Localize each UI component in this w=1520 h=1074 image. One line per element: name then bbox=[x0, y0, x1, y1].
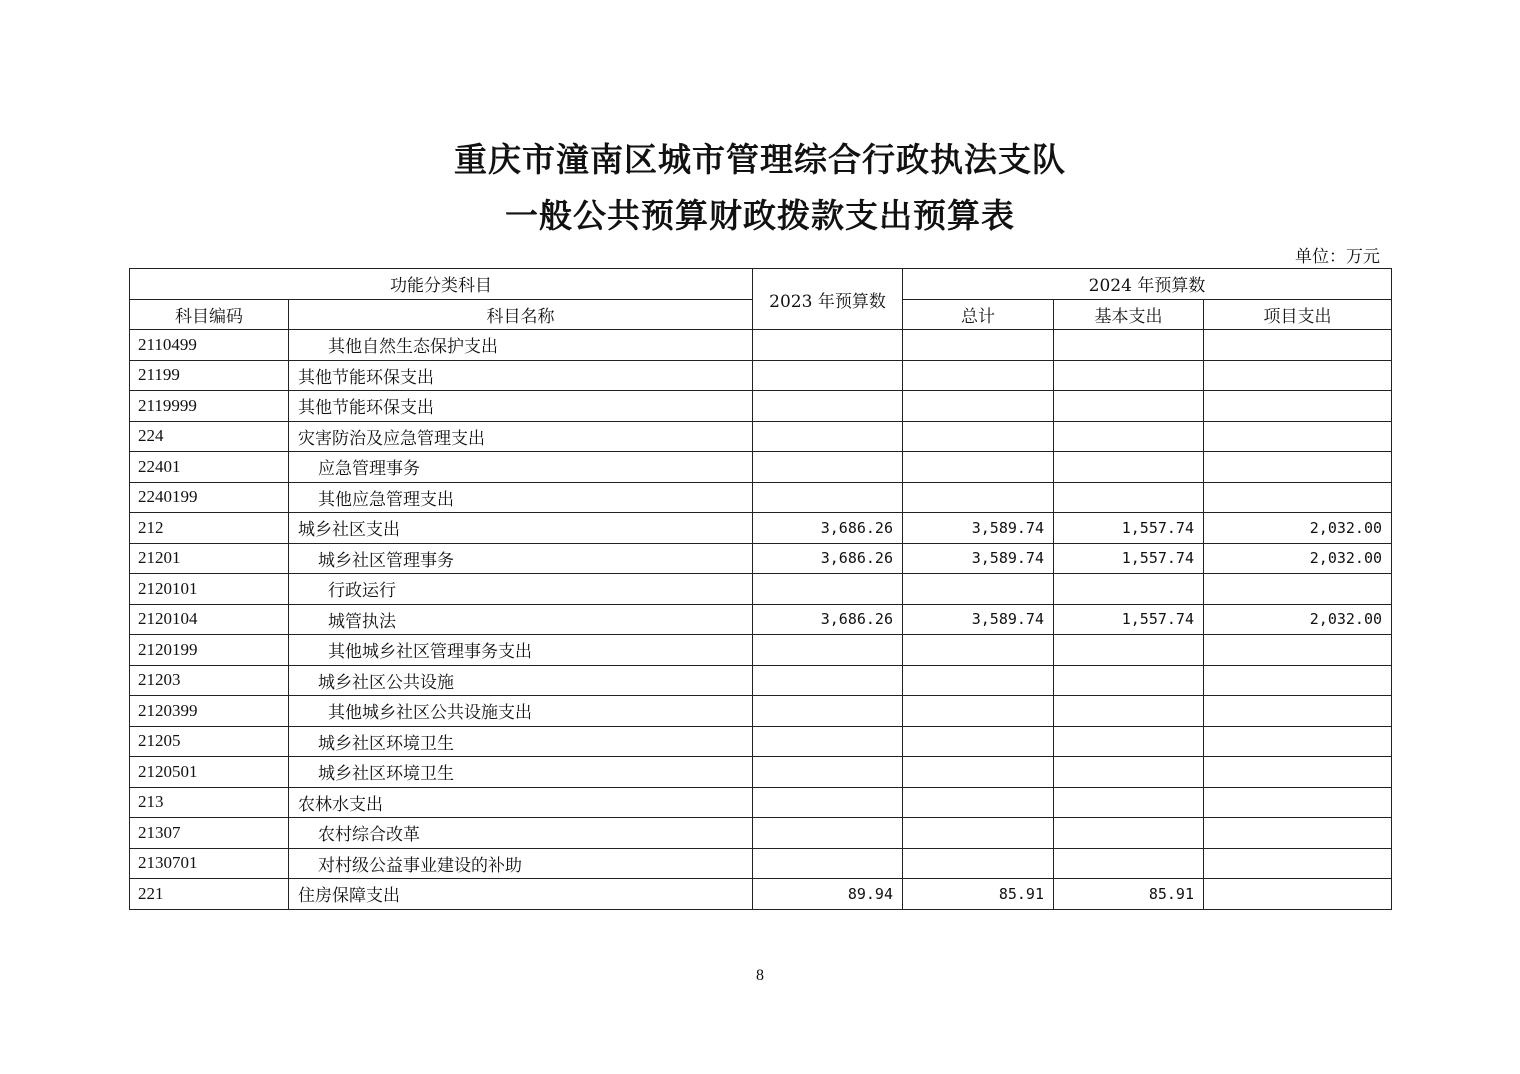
budget-2023-cell bbox=[753, 848, 903, 879]
basic-cell bbox=[1054, 452, 1204, 483]
total-cell bbox=[903, 818, 1054, 849]
code-cell: 213 bbox=[130, 787, 289, 818]
project-cell bbox=[1204, 879, 1392, 910]
code-cell: 22401 bbox=[130, 452, 289, 483]
basic-cell bbox=[1054, 391, 1204, 422]
name-cell: 农林水支出 bbox=[289, 787, 753, 818]
project-cell bbox=[1204, 391, 1392, 422]
budget-2023-cell bbox=[753, 482, 903, 513]
project-cell bbox=[1204, 421, 1392, 452]
table-row bbox=[130, 635, 1392, 666]
table-row bbox=[130, 421, 1392, 452]
project-cell bbox=[1204, 574, 1392, 605]
name-cell: 城乡社区环境卫生 bbox=[289, 726, 753, 757]
page-title-line2: 一般公共预算财政拨款支出预算表 bbox=[505, 196, 1015, 235]
name-cell: 应急管理事务 bbox=[289, 452, 753, 483]
table-row bbox=[130, 848, 1392, 879]
code-cell: 21307 bbox=[130, 818, 289, 849]
unit-label: 单位：万元 bbox=[1295, 247, 1380, 267]
basic-cell: 1,557.74 bbox=[1054, 604, 1204, 635]
table-body bbox=[130, 330, 1392, 910]
budget-table bbox=[129, 268, 1392, 910]
total-cell bbox=[903, 787, 1054, 818]
project-cell bbox=[1204, 696, 1392, 727]
project-cell bbox=[1204, 818, 1392, 849]
name-cell: 其他城乡社区公共设施支出 bbox=[289, 696, 753, 727]
basic-cell bbox=[1054, 757, 1204, 788]
budget-2023-cell bbox=[753, 330, 903, 361]
budget-2023-cell bbox=[753, 726, 903, 757]
name-cell: 城乡社区管理事务 bbox=[289, 543, 753, 574]
total-cell bbox=[903, 726, 1054, 757]
code-cell: 2240199 bbox=[130, 482, 289, 513]
project-cell bbox=[1204, 757, 1392, 788]
table-row bbox=[130, 726, 1392, 757]
table-row bbox=[130, 452, 1392, 483]
page-number: 8 bbox=[756, 967, 764, 984]
total-cell bbox=[903, 452, 1054, 483]
table-row bbox=[130, 543, 1392, 574]
budget-2023-cell: 3,686.26 bbox=[753, 604, 903, 635]
total-cell bbox=[903, 482, 1054, 513]
budget-2023-cell bbox=[753, 635, 903, 666]
code-cell: 21201 bbox=[130, 543, 289, 574]
basic-cell bbox=[1054, 330, 1204, 361]
table-row bbox=[130, 757, 1392, 788]
total-cell bbox=[903, 757, 1054, 788]
code-cell: 2120101 bbox=[130, 574, 289, 605]
basic-cell bbox=[1054, 726, 1204, 757]
code-cell: 21205 bbox=[130, 726, 289, 757]
header-row-1 bbox=[130, 269, 1392, 300]
project-cell bbox=[1204, 787, 1392, 818]
budget-2023-cell: 3,686.26 bbox=[753, 513, 903, 544]
basic-cell: 1,557.74 bbox=[1054, 543, 1204, 574]
project-header: 项目支出 bbox=[1204, 299, 1392, 330]
basic-cell bbox=[1054, 696, 1204, 727]
name-cell: 其他节能环保支出 bbox=[289, 391, 753, 422]
name-cell: 农村综合改革 bbox=[289, 818, 753, 849]
budget-2023-cell bbox=[753, 818, 903, 849]
basic-cell bbox=[1054, 421, 1204, 452]
total-header: 总计 bbox=[903, 299, 1054, 330]
table-row bbox=[130, 330, 1392, 361]
project-cell bbox=[1204, 726, 1392, 757]
project-cell: 2,032.00 bbox=[1204, 604, 1392, 635]
project-cell bbox=[1204, 665, 1392, 696]
code-cell: 2120104 bbox=[130, 604, 289, 635]
total-cell: 3,589.74 bbox=[903, 543, 1054, 574]
total-cell bbox=[903, 665, 1054, 696]
budget-2023-cell bbox=[753, 360, 903, 391]
table-row bbox=[130, 696, 1392, 727]
basic-cell bbox=[1054, 818, 1204, 849]
code-cell: 212 bbox=[130, 513, 289, 544]
project-cell: 2,032.00 bbox=[1204, 513, 1392, 544]
budget-2023-cell bbox=[753, 665, 903, 696]
total-cell bbox=[903, 391, 1054, 422]
project-cell bbox=[1204, 635, 1392, 666]
code-cell: 221 bbox=[130, 879, 289, 910]
budget-2023-cell bbox=[753, 787, 903, 818]
basic-cell bbox=[1054, 482, 1204, 513]
table-row bbox=[130, 574, 1392, 605]
code-cell: 224 bbox=[130, 421, 289, 452]
table-row bbox=[130, 482, 1392, 513]
basic-cell bbox=[1054, 360, 1204, 391]
table-row bbox=[130, 879, 1392, 910]
budget-2023-cell bbox=[753, 452, 903, 483]
table-row bbox=[130, 787, 1392, 818]
total-cell bbox=[903, 635, 1054, 666]
name-cell: 其他应急管理支出 bbox=[289, 482, 753, 513]
budget-2023-cell bbox=[753, 391, 903, 422]
budget-2023-cell bbox=[753, 574, 903, 605]
project-cell bbox=[1204, 482, 1392, 513]
budget-2023-cell bbox=[753, 421, 903, 452]
name-cell: 其他城乡社区管理事务支出 bbox=[289, 635, 753, 666]
budget-2023-header: 2023 年预算数 bbox=[753, 269, 903, 330]
name-cell: 住房保障支出 bbox=[289, 879, 753, 910]
name-header: 科目名称 bbox=[289, 299, 753, 330]
project-cell: 2,032.00 bbox=[1204, 543, 1392, 574]
project-cell bbox=[1204, 360, 1392, 391]
total-cell bbox=[903, 574, 1054, 605]
basic-cell bbox=[1054, 635, 1204, 666]
budget-2023-cell bbox=[753, 696, 903, 727]
table-row bbox=[130, 818, 1392, 849]
code-cell: 2119999 bbox=[130, 391, 289, 422]
code-cell: 21199 bbox=[130, 360, 289, 391]
name-cell: 灾害防治及应急管理支出 bbox=[289, 421, 753, 452]
basic-header: 基本支出 bbox=[1054, 299, 1204, 330]
project-cell bbox=[1204, 330, 1392, 361]
table-row bbox=[130, 665, 1392, 696]
name-cell: 行政运行 bbox=[289, 574, 753, 605]
code-header: 科目编码 bbox=[130, 299, 289, 330]
project-cell bbox=[1204, 452, 1392, 483]
table-row bbox=[130, 360, 1392, 391]
table-row bbox=[130, 604, 1392, 635]
total-cell bbox=[903, 360, 1054, 391]
basic-cell bbox=[1054, 787, 1204, 818]
total-cell: 3,589.74 bbox=[903, 604, 1054, 635]
code-cell: 2130701 bbox=[130, 848, 289, 879]
name-cell: 城乡社区环境卫生 bbox=[289, 757, 753, 788]
name-cell: 城乡社区公共设施 bbox=[289, 665, 753, 696]
table-row bbox=[130, 513, 1392, 544]
project-cell bbox=[1204, 848, 1392, 879]
code-cell: 2120399 bbox=[130, 696, 289, 727]
basic-cell bbox=[1054, 848, 1204, 879]
basic-cell: 1,557.74 bbox=[1054, 513, 1204, 544]
table-row bbox=[130, 391, 1392, 422]
total-cell: 3,589.74 bbox=[903, 513, 1054, 544]
code-cell: 2110499 bbox=[130, 330, 289, 361]
budget-2023-cell bbox=[753, 757, 903, 788]
total-cell bbox=[903, 696, 1054, 727]
name-cell: 对村级公益事业建设的补助 bbox=[289, 848, 753, 879]
total-cell bbox=[903, 421, 1054, 452]
basic-cell bbox=[1054, 665, 1204, 696]
total-cell: 85.91 bbox=[903, 879, 1054, 910]
budget-2023-cell: 89.94 bbox=[753, 879, 903, 910]
total-cell bbox=[903, 848, 1054, 879]
func-class-header: 功能分类科目 bbox=[130, 269, 753, 300]
name-cell: 其他自然生态保护支出 bbox=[289, 330, 753, 361]
code-cell: 21203 bbox=[130, 665, 289, 696]
code-cell: 2120501 bbox=[130, 757, 289, 788]
basic-cell bbox=[1054, 574, 1204, 605]
name-cell: 城乡社区支出 bbox=[289, 513, 753, 544]
budget-2023-cell: 3,686.26 bbox=[753, 543, 903, 574]
code-cell: 2120199 bbox=[130, 635, 289, 666]
page-title-line1: 重庆市潼南区城市管理综合行政执法支队 bbox=[454, 140, 1066, 179]
name-cell: 其他节能环保支出 bbox=[289, 360, 753, 391]
total-cell bbox=[903, 330, 1054, 361]
name-cell: 城管执法 bbox=[289, 604, 753, 635]
budget-2024-header: 2024 年预算数 bbox=[903, 269, 1392, 300]
basic-cell: 85.91 bbox=[1054, 879, 1204, 910]
